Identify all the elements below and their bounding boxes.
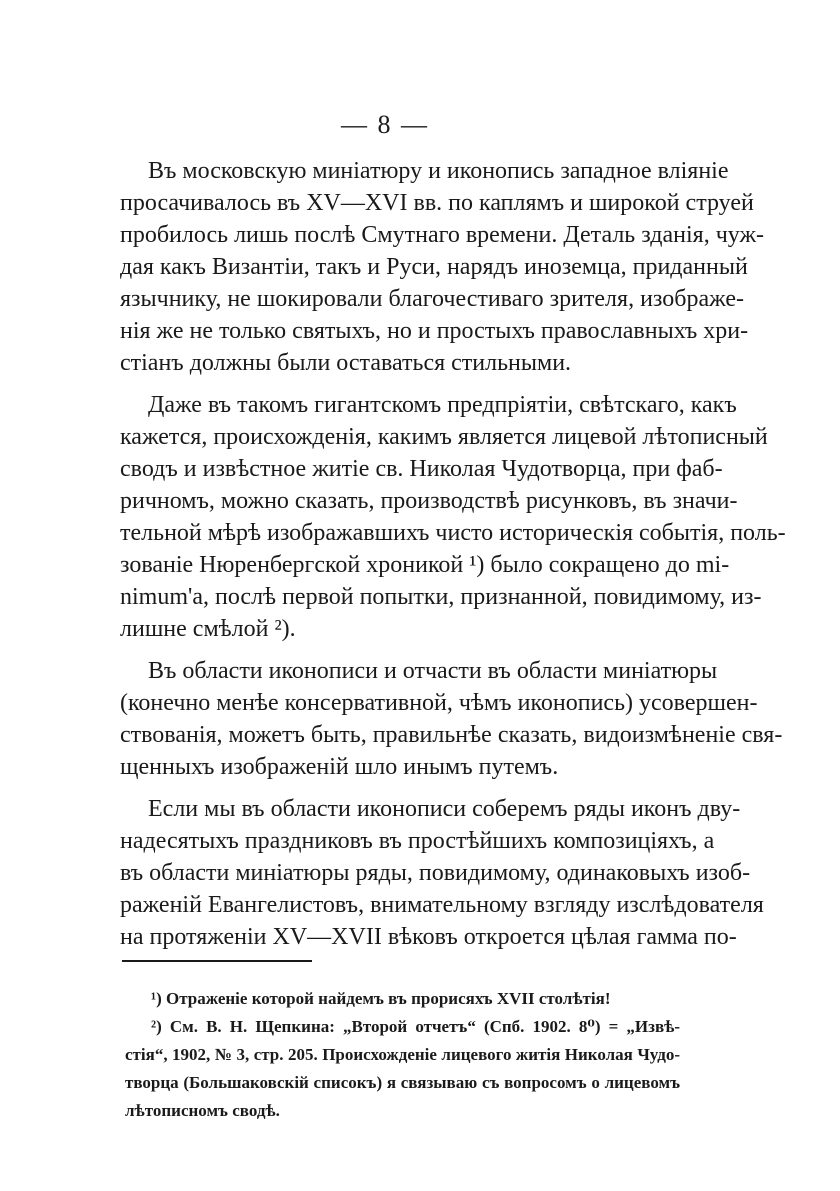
text-line: (конечно менѣе консервативной, чѣмъ иконопись) усовершен- <box>120 690 758 716</box>
text-line: тельной мѣрѣ изображавшихъ чисто историческія событія, поль- <box>120 520 786 546</box>
text-line: лишне смѣлой ²). <box>120 616 296 642</box>
text-line: просачивалось въ XV—XVI вв. по каплямъ и широкой струей <box>120 190 754 216</box>
footnotes <box>125 985 680 1125</box>
footnote-2: ²) См. В. Н. Щепкина: „Второй отчетъ“ (Спб. 1902. 8⁰) = „Извѣ- <box>151 1017 680 1036</box>
paragraph-2 <box>120 389 786 645</box>
text-line: щенныхъ изображеній шло инымъ путемъ. <box>120 754 559 780</box>
text-line: Даже въ такомъ гигантскомъ предпріятіи, свѣтскаго, какъ <box>148 392 737 418</box>
text-line: на протяженіи XV—XVII вѣковъ откроется цѣлая гамма по- <box>120 924 737 950</box>
text-line: Въ московскую миніатюру и иконопись западное вліяніе <box>148 158 729 184</box>
footnote-2-line: творца (Большаковскій списокъ) я связываю съ вопросомъ о лицевомъ <box>125 1073 680 1092</box>
paragraph-4 <box>120 793 764 953</box>
text-line: раженій Евангелистовъ, внимательному взгляду изслѣдователя <box>120 892 764 918</box>
text-line: надесятыхъ праздниковъ въ простѣйшихъ композиціяхъ, а <box>120 828 715 854</box>
text-line: ствованія, можетъ быть, правильнѣе сказать, видоизмѣненіе свя- <box>120 722 783 748</box>
footnote-divider <box>122 960 312 962</box>
text-line: nimum'а, послѣ первой попытки, признанной, повидимому, из- <box>120 584 762 610</box>
text-line: ричномъ, можно сказать, производствѣ рисунковъ, въ значи- <box>120 488 738 514</box>
text-line: стіанъ должны были оставаться стильными. <box>120 350 572 376</box>
text-line: Если мы въ области иконописи соберемъ ряды иконъ дву- <box>148 796 741 822</box>
text-line: язычнику, не шокировали благочестиваго зрителя, изображе- <box>120 286 745 312</box>
body-text <box>120 155 786 953</box>
footnote-2-line: стія“, 1902, № 3, стр. 205. Происхожденіе лицевого житія Николая Чудо- <box>125 1045 680 1064</box>
text-line: сводъ и извѣстное житіе св. Николая Чудотворца, при фаб- <box>120 456 723 482</box>
paragraph-3 <box>120 655 783 783</box>
footnote-1: ¹) Отраженіе которой найдемъ въ прорисяхъ XVII столѣтія! <box>151 989 611 1008</box>
text-line: Въ области иконописи и отчасти въ области миніатюры <box>148 658 718 684</box>
text-line: зованіе Нюренбергской хроникой ¹) было сокращено до mi- <box>120 552 730 578</box>
text-line: дая какъ Византіи, такъ и Руси, нарядъ иноземца, приданный <box>120 254 748 280</box>
paragraph-1 <box>120 155 765 379</box>
text-line: пробилось лишь послѣ Смутнаго времени. Деталь зданія, чуж- <box>120 222 765 248</box>
page-number: — 8 — <box>341 110 429 139</box>
text-line: въ области миніатюры ряды, повидимому, одинаковыхъ изоб- <box>120 860 751 886</box>
text-line: кажется, происхожденія, какимъ является лицевой лѣтописный <box>120 424 768 450</box>
footnote-2-line: лѣтописномъ сводѣ. <box>125 1101 280 1120</box>
text-line: нія же не только святыхъ, но и простыхъ православныхъ хри- <box>120 318 749 344</box>
